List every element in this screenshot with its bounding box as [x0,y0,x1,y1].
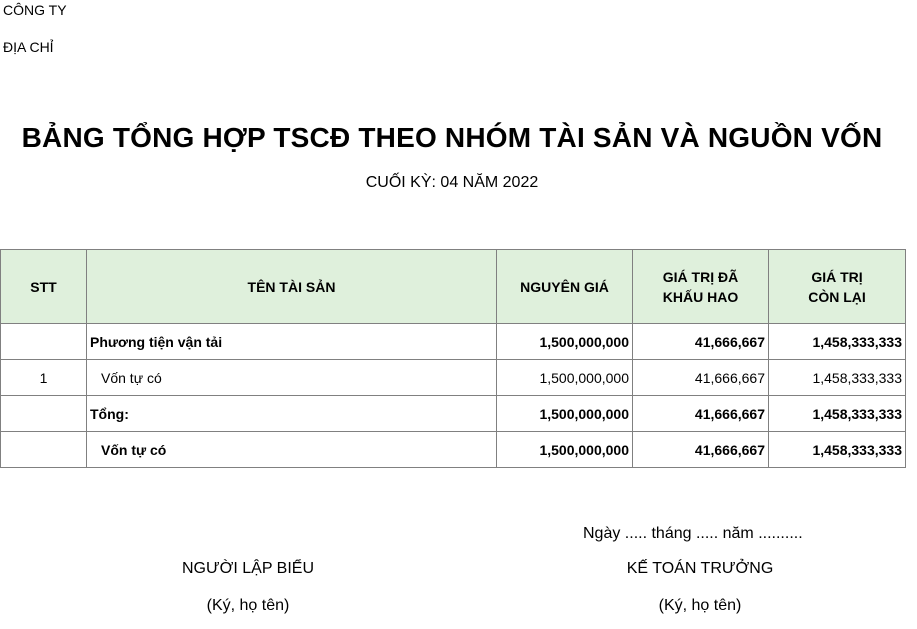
column-header-original-cost: NGUYÊN GIÁ [497,250,633,324]
cell-remaining: 1,458,333,333 [769,324,906,360]
cell-original-cost: 1,500,000,000 [497,324,633,360]
cell-asset-name: Vốn tự có [87,360,497,396]
chief-accountant-sign-note: (Ký, họ tên) [658,597,742,614]
preparer-sign-note: (Ký, họ tên) [206,597,290,614]
cell-depreciated: 41,666,667 [633,324,769,360]
cell-original-cost: 1,500,000,000 [497,432,633,468]
column-header-asset-name: TÊN TÀI SẢN [87,250,497,324]
column-header-stt: STT [1,250,87,324]
signature-date-line: Ngày ..... tháng ..... năm .......... [583,525,803,542]
cell-stt [1,324,87,360]
cell-remaining: 1,458,333,333 [769,432,906,468]
chief-accountant-title: KẾ TOÁN TRƯỞNG [626,560,774,577]
cell-original-cost: 1,500,000,000 [497,360,633,396]
cell-asset-name: Vốn tự có [87,432,497,468]
cell-remaining: 1,458,333,333 [769,360,906,396]
cell-depreciated: 41,666,667 [633,396,769,432]
column-header-depreciated-line2: KHẤU HAO [662,288,739,305]
column-header-remaining-line1: GIÁ TRỊ [811,268,863,285]
cell-depreciated: 41,666,667 [633,360,769,396]
cell-asset-name: Tổng: [87,396,497,432]
table-row-total [1,396,906,432]
company-label: CÔNG TY [3,2,67,18]
cell-remaining: 1,458,333,333 [769,396,906,432]
cell-stt [1,432,87,468]
address-label: ĐỊA CHỈ [3,39,54,55]
preparer-title: NGƯỜI LẬP BIỂU [181,560,314,577]
column-header-depreciated [633,250,769,324]
table-row-group [1,324,906,360]
column-header-depreciated-line1: GIÁ TRỊ ĐÃ [662,268,739,285]
cell-asset-name: Phương tiện vận tải [87,324,497,360]
report-period: CUỐI KỲ: 04 NĂM 2022 [365,174,539,191]
cell-stt: 1 [1,360,87,396]
column-header-remaining [769,250,906,324]
cell-original-cost: 1,500,000,000 [497,396,633,432]
report-title: BẢNG TỔNG HỢP TSCĐ THEO NHÓM TÀI SẢN VÀ NGUỒN VỐN [21,122,883,153]
table-row-total-source [1,432,906,468]
cell-depreciated: 41,666,667 [633,432,769,468]
table-header-row [1,250,906,324]
asset-summary-table [0,249,906,468]
column-header-remaining-line2: CÒN LẠI [808,288,866,305]
cell-stt [1,396,87,432]
table-row [1,360,906,396]
